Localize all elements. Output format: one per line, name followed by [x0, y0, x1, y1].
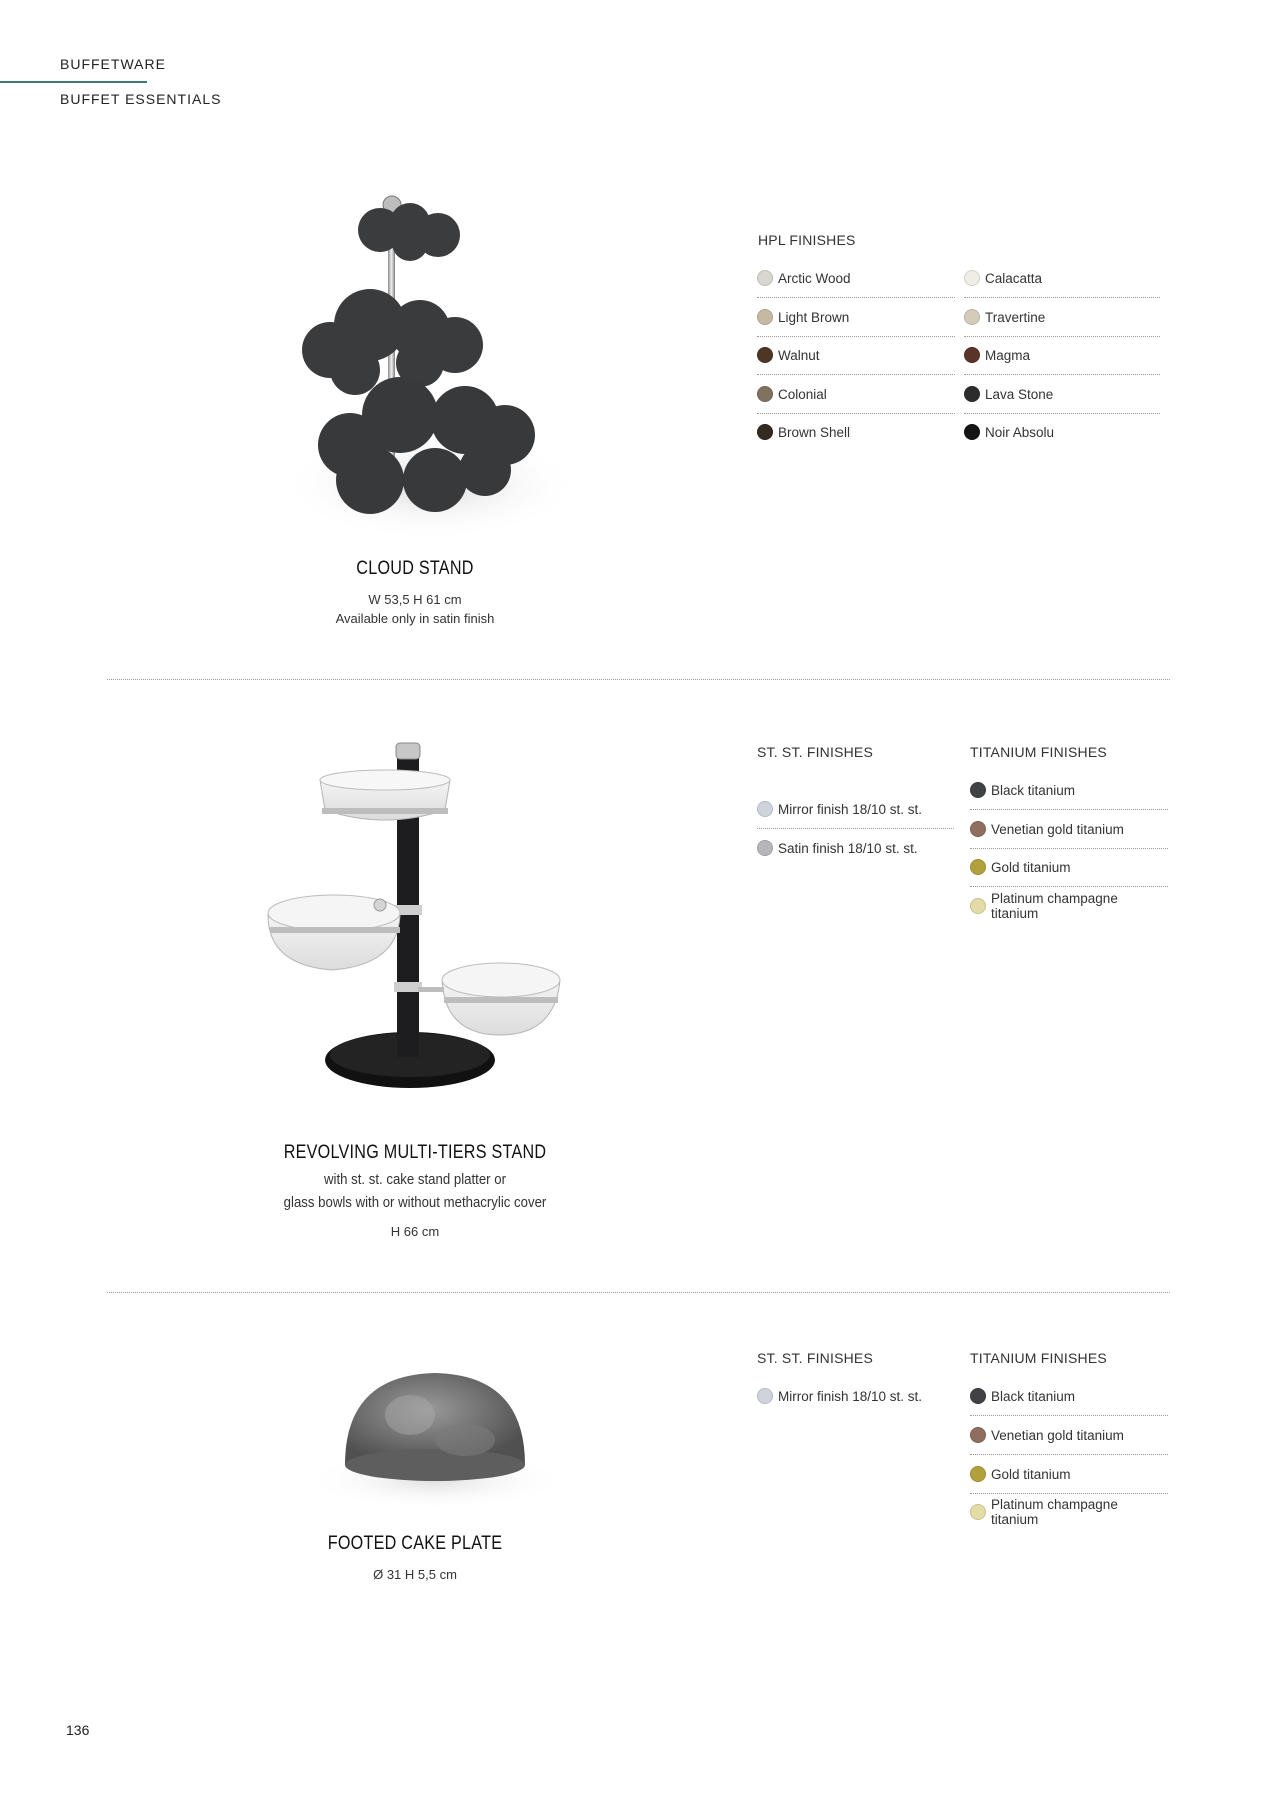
finish-option — [964, 413, 1160, 451]
finish-label: Arctic Wood — [778, 270, 851, 286]
swatch — [757, 386, 773, 402]
swatch — [757, 309, 773, 325]
finish-label: Black titanium — [991, 782, 1076, 798]
finish-label: Satin finish 18/10 st. st. — [778, 840, 918, 856]
swatch — [970, 1427, 986, 1443]
swatch — [757, 1388, 773, 1404]
swatch — [757, 270, 773, 286]
product-title-cloud-stand: CLOUD STAND — [356, 558, 474, 579]
product-dimensions: H 66 cm — [390, 1224, 440, 1239]
finish-option — [970, 771, 1168, 810]
finish-option — [757, 790, 954, 829]
swatch — [970, 821, 986, 837]
finish-option — [964, 375, 1160, 414]
finish-label: Platinum champagne titanium — [991, 891, 1118, 921]
finish-group-title: HPL FINISHES — [758, 232, 856, 248]
swatch — [757, 801, 773, 817]
swatch — [970, 1504, 986, 1520]
finish-label: Lava Stone — [985, 386, 1054, 402]
swatch — [970, 859, 986, 875]
product-title-revolving-stand: REVOLVING MULTI-TIERS STAND — [283, 1142, 547, 1163]
swatch — [964, 309, 980, 325]
finish-group-title: ST. ST. FINISHES — [757, 744, 873, 760]
finish-option — [757, 1377, 954, 1415]
finish-label: Venetian gold titanium — [991, 821, 1124, 837]
finish-label: Black titanium — [991, 1388, 1076, 1404]
finish-group-title: TITANIUM FINISHES — [970, 1350, 1107, 1366]
finish-option — [757, 259, 955, 298]
swatch — [970, 782, 986, 798]
finish-group-title: TITANIUM FINISHES — [970, 744, 1107, 760]
product-note: Available only in satin finish — [335, 611, 495, 626]
finish-option — [757, 829, 954, 867]
finish-label: Platinum champagne titanium — [991, 1497, 1118, 1527]
finish-label: Magma — [985, 347, 1031, 363]
finish-label: Mirror finish 18/10 st. st. — [778, 801, 923, 817]
page-number: 136 — [66, 1722, 90, 1738]
finish-label: Venetian gold titanium — [991, 1427, 1124, 1443]
finish-group-title: ST. ST. FINISHES — [757, 1350, 873, 1366]
finish-option — [964, 298, 1160, 337]
section-title: BUFFETWARE — [60, 56, 166, 72]
finish-option — [970, 848, 1168, 887]
finish-option — [970, 1493, 1168, 1531]
swatch — [757, 840, 773, 856]
finish-label: Brown Shell — [778, 424, 851, 440]
finish-option — [970, 1416, 1168, 1455]
finish-label: Travertine — [985, 309, 1046, 325]
finish-option — [964, 336, 1160, 375]
finish-option — [970, 1377, 1168, 1416]
finish-label: Noir Absolu — [985, 424, 1055, 440]
product-dimensions: Ø 31 H 5,5 cm — [373, 1567, 457, 1582]
cloud-stand-image — [270, 185, 650, 545]
finish-label: Colonial — [778, 386, 827, 402]
finish-option — [757, 298, 955, 337]
finish-option — [757, 336, 955, 375]
finish-label: Mirror finish 18/10 st. st. — [778, 1388, 923, 1404]
revolving-stand-image — [260, 735, 590, 1105]
swatch — [970, 898, 986, 914]
swatch — [970, 1466, 986, 1482]
finish-label: Walnut — [778, 347, 820, 363]
finish-option — [757, 413, 955, 451]
section-divider — [107, 1292, 1170, 1293]
swatch — [970, 1388, 986, 1404]
cake-plate-image — [300, 1355, 580, 1515]
finish-label: Light Brown — [778, 309, 850, 325]
header-accent-rule — [0, 81, 147, 83]
swatch — [757, 347, 773, 363]
finish-label: Gold titanium — [991, 1466, 1071, 1482]
swatch — [964, 386, 980, 402]
finish-option — [970, 810, 1168, 849]
subsection-title: BUFFET ESSENTIALS — [60, 91, 222, 107]
product-description: glass bowls with or without methacrylic cover — [283, 1194, 547, 1211]
finish-option — [970, 887, 1168, 925]
product-description: with st. st. cake stand platter or — [324, 1171, 506, 1188]
finish-option — [964, 259, 1160, 298]
swatch — [964, 424, 980, 440]
product-title-footed-cake-plate: FOOTED CAKE PLATE — [327, 1533, 503, 1554]
swatch — [964, 347, 980, 363]
finish-label: Gold titanium — [991, 859, 1071, 875]
product-dimensions: W 53,5 H 61 cm — [368, 592, 462, 607]
section-divider — [107, 679, 1170, 680]
swatch — [757, 424, 773, 440]
swatch — [964, 270, 980, 286]
finish-label: Calacatta — [985, 270, 1043, 286]
finish-option — [757, 375, 955, 414]
finish-option — [970, 1455, 1168, 1494]
